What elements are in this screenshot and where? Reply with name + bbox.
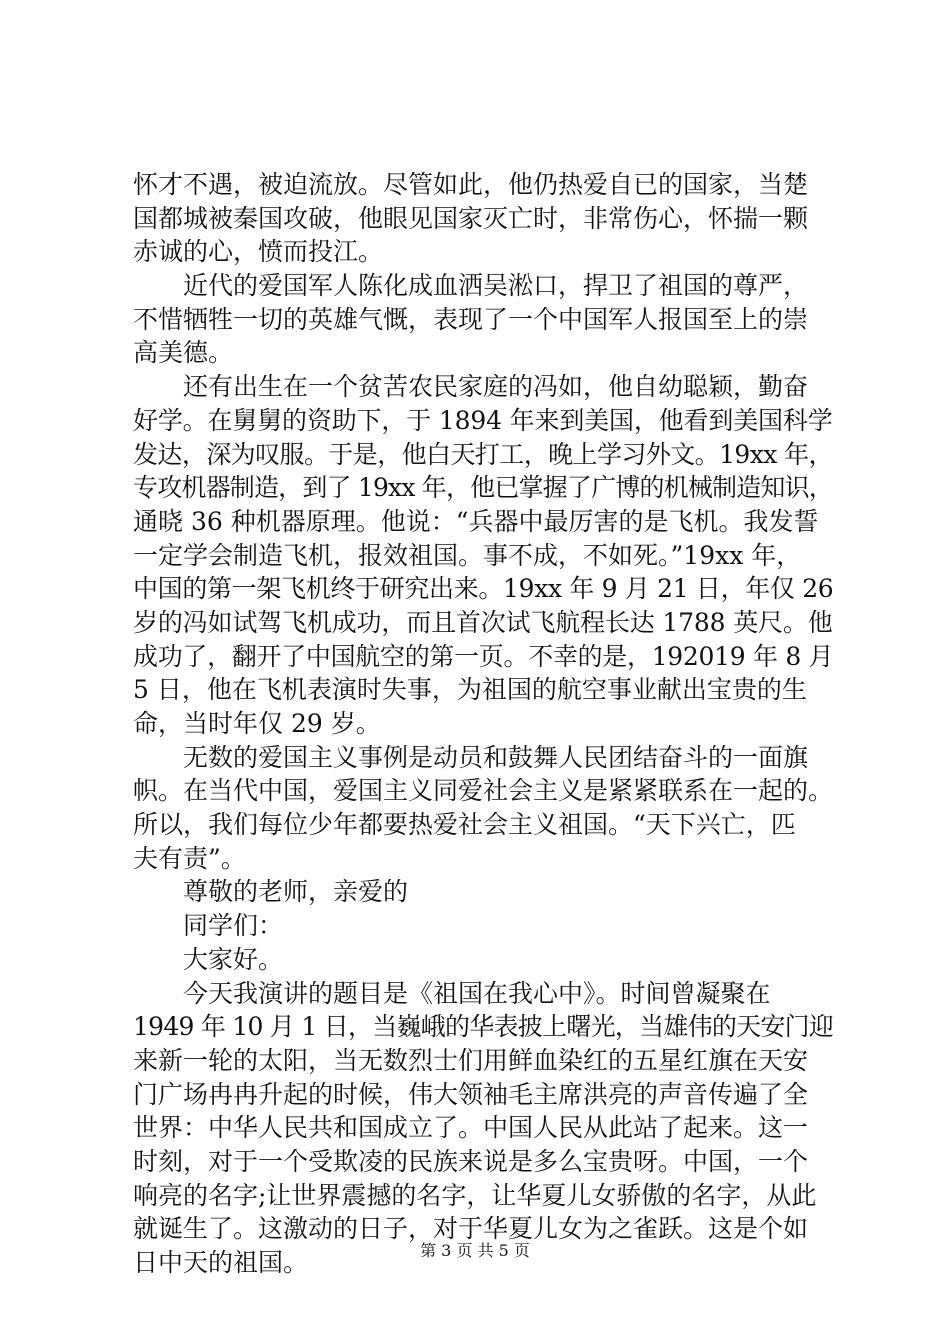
text-line: 专攻机器制造，到了 19xx 年，他已掌握了广博的机械制造知识， xyxy=(133,473,833,503)
text-line: 近代的爱国军人陈化成血洒吴淞口，捍卫了祖国的尊严， xyxy=(183,271,809,301)
text-line: 通晓 36 种机器原理。他说：“兵器中最厉害的是飞机。我发誓 xyxy=(133,506,819,536)
page-footer: 第 3 页 共 5 页 xyxy=(420,1241,530,1260)
text-line: 所以，我们每位少年都要热爱社会主义祖国。“天下兴亡，匹 xyxy=(133,810,796,840)
text-line: 发达，深为叹服。于是，他白天打工，晚上学习外文。19xx 年， xyxy=(133,439,833,469)
text-line: 响亮的名字;让世界震撼的名字，让华夏儿女骄傲的名字，从此 xyxy=(133,1180,817,1210)
text-line: 同学们： xyxy=(183,911,284,941)
text-line: 成功了，翻开了中国航空的第一页。不幸的是，192019 年 8 月 xyxy=(133,641,834,671)
text-line: 门广场冉冉升起的时候，伟大领袖毛主席洪亮的声音传遍了全 xyxy=(133,1079,809,1109)
text-line: 岁的冯如试驾飞机成功，而且首次试飞航程长达 1788 英尺。他 xyxy=(133,607,833,637)
text-line: 时刻，对于一个受欺凌的民族来说是多么宝贵呀。中国，一个 xyxy=(133,1146,809,1176)
text-line: 一定学会制造飞机，报效祖国。事不成，不如死。”19xx 年， xyxy=(133,540,802,570)
text-line: 怀才不遇，被迫流放。尽管如此，他仍热爱自已的国家，当楚 xyxy=(133,170,809,199)
text-line: 夫有责”。 xyxy=(133,843,246,873)
text-line: 1949 年 10 月 1 日，当巍峨的华表披上曙光，当雄伟的天安门迎 xyxy=(133,1012,834,1042)
text-line: 今天我演讲的题目是《祖国在我心中》。时间曾凝聚在 xyxy=(183,978,771,1008)
text-line: 不惜牺牲一切的英雄气慨，表现了一个中国军人报国至上的崇 xyxy=(133,304,809,334)
text-line: 大家好。 xyxy=(183,944,284,974)
text-line: 世界：中华人民共和国成立了。中国人民从此站了起来。这一 xyxy=(133,1113,809,1143)
text-line: 国都城被秦国攻破，他眼见国家灭亡时，非常伤心，怀揣一颗 xyxy=(133,203,809,233)
text-line: 日中天的祖国。 xyxy=(133,1248,309,1277)
text-line: 来新一轮的太阳，当无数烈士们用鲜血染红的五星红旗在天安 xyxy=(133,1045,809,1075)
document-body xyxy=(133,168,833,1280)
text-line: 好学。在舅舅的资助下，于 1894 年来到美国，他看到美国科学 xyxy=(133,405,833,435)
text-line: 尊敬的老师，亲爱的 xyxy=(183,877,409,907)
text-line: 就诞生了。这激动的日子，对于华夏儿女为之雀跃。这是个如 xyxy=(133,1214,809,1244)
text-line: 还有出生在一个贫苦农民家庭的冯如，他自幼聪颖，勤奋 xyxy=(183,372,809,402)
text-line: 5 日，他在飞机表演时失事，为祖国的航空事业献出宝贵的生 xyxy=(133,675,807,705)
text-line: 赤诚的心，愤而投江。 xyxy=(133,237,384,267)
text-line: 帜。在当代中国，爱国主义同爱社会主义是紧紧联系在一起的。 xyxy=(133,776,834,806)
text-line: 高美德。 xyxy=(133,338,234,368)
text-line: 中国的第一架飞机终于研究出来。19xx 年 9 月 21 日，年仅 26 xyxy=(133,574,834,604)
text-line: 命，当时年仅 29 岁。 xyxy=(133,709,381,738)
text-line: 无数的爱国主义事例是动员和鼓舞人民团结奋斗的一面旗 xyxy=(183,742,809,772)
